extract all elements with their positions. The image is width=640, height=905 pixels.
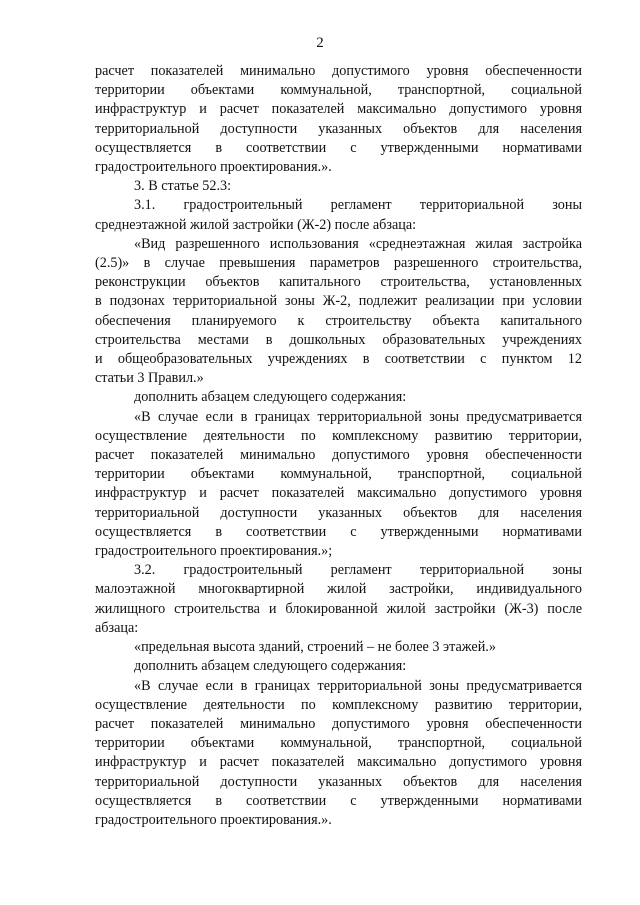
text-line: среднеэтажной жилой застройки (Ж-2) после абзаца: <box>95 216 417 233</box>
text-line: осуществление деятельности по комплексному развитию территории, <box>95 696 582 713</box>
text-line: (2.5)» в случае превышения параметров разрешенного строительства, <box>95 255 582 272</box>
text-line: в подзонах территориальной зоны Ж-2, подлежит реализации при условии <box>95 293 582 310</box>
text-line: «В случае если в границах территориальной зоны предусматривается <box>134 408 582 425</box>
text-line: территориальной доступности указанных объектов для населения <box>95 120 582 137</box>
text-line: «предельная высота зданий, строений – не более 3 этажей.» <box>134 639 496 656</box>
text-line: 3.2. градостроительный регламент территориальной зоны <box>134 562 582 579</box>
text-line: малоэтажной многоквартирной жилой застройки, индивидуального <box>95 581 582 598</box>
page-number: 2 <box>316 35 324 51</box>
text-line: территориальной доступности указанных объектов для населения <box>95 773 582 790</box>
text-line: 3.1. градостроительный регламент территориальной зоны <box>134 197 582 214</box>
text-line: градостроительного проектирования.». <box>95 159 332 176</box>
text-line: абзаца: <box>95 619 139 636</box>
text-line: реконструкции объектов капитального строительства, установленных <box>95 274 582 291</box>
text-line: строительства местами в дошкольных образовательных учреждениях <box>95 331 582 348</box>
text-line: расчет показателей минимально допустимого уровня обеспеченности <box>95 447 582 464</box>
text-line: 3. В статье 52.3: <box>134 178 232 195</box>
text-line: инфраструктур и расчет показателей максимально допустимого уровня <box>95 101 582 118</box>
text-line: территории объектами коммунальной, транспортной, социальной <box>95 735 582 752</box>
text-line: дополнить абзацем следующего содержания: <box>134 389 407 406</box>
text-line: территории объектами коммунальной, транспортной, социальной <box>95 82 582 99</box>
document-body <box>95 62 582 830</box>
text-line: расчет показателей минимально допустимого уровня обеспеченности <box>95 63 582 79</box>
text-line: расчет показателей минимально допустимого уровня обеспеченности <box>95 715 582 732</box>
text-line: и общеобразовательных учреждениях в соответствии с пунктом 12 <box>95 351 582 368</box>
text-line: жилищного строительства и блокированной жилой застройки (Ж-3) после <box>95 600 582 617</box>
text-line: «Вид разрешенного использования «среднеэтажная жилая застройка <box>134 235 582 252</box>
text-line: градостроительного проектирования.». <box>95 811 332 828</box>
text-line: дополнить абзацем следующего содержания: <box>134 658 407 675</box>
text-line: градостроительного проектирования.»; <box>95 543 333 560</box>
text-line: осуществляется в соответствии с утвержденными нормативами <box>95 139 582 156</box>
text-line: «В случае если в границах территориальной зоны предусматривается <box>134 677 582 694</box>
text-line: осуществление деятельности по комплексному развитию территории, <box>95 427 582 444</box>
text-line: осуществляется в соответствии с утвержденными нормативами <box>95 792 582 809</box>
text-line: территории объектами коммунальной, транспортной, социальной <box>95 466 582 483</box>
text-line: статьи 3 Правил.» <box>95 370 204 387</box>
text-line: инфраструктур и расчет показателей максимально допустимого уровня <box>95 754 582 771</box>
text-line: территориальной доступности указанных объектов для населения <box>95 504 582 521</box>
text-line: осуществляется в соответствии с утвержденными нормативами <box>95 523 582 540</box>
text-line: обеспечения планируемого к строительству объекта капитального <box>95 312 582 329</box>
text-line: инфраструктур и расчет показателей максимально допустимого уровня <box>95 485 582 502</box>
